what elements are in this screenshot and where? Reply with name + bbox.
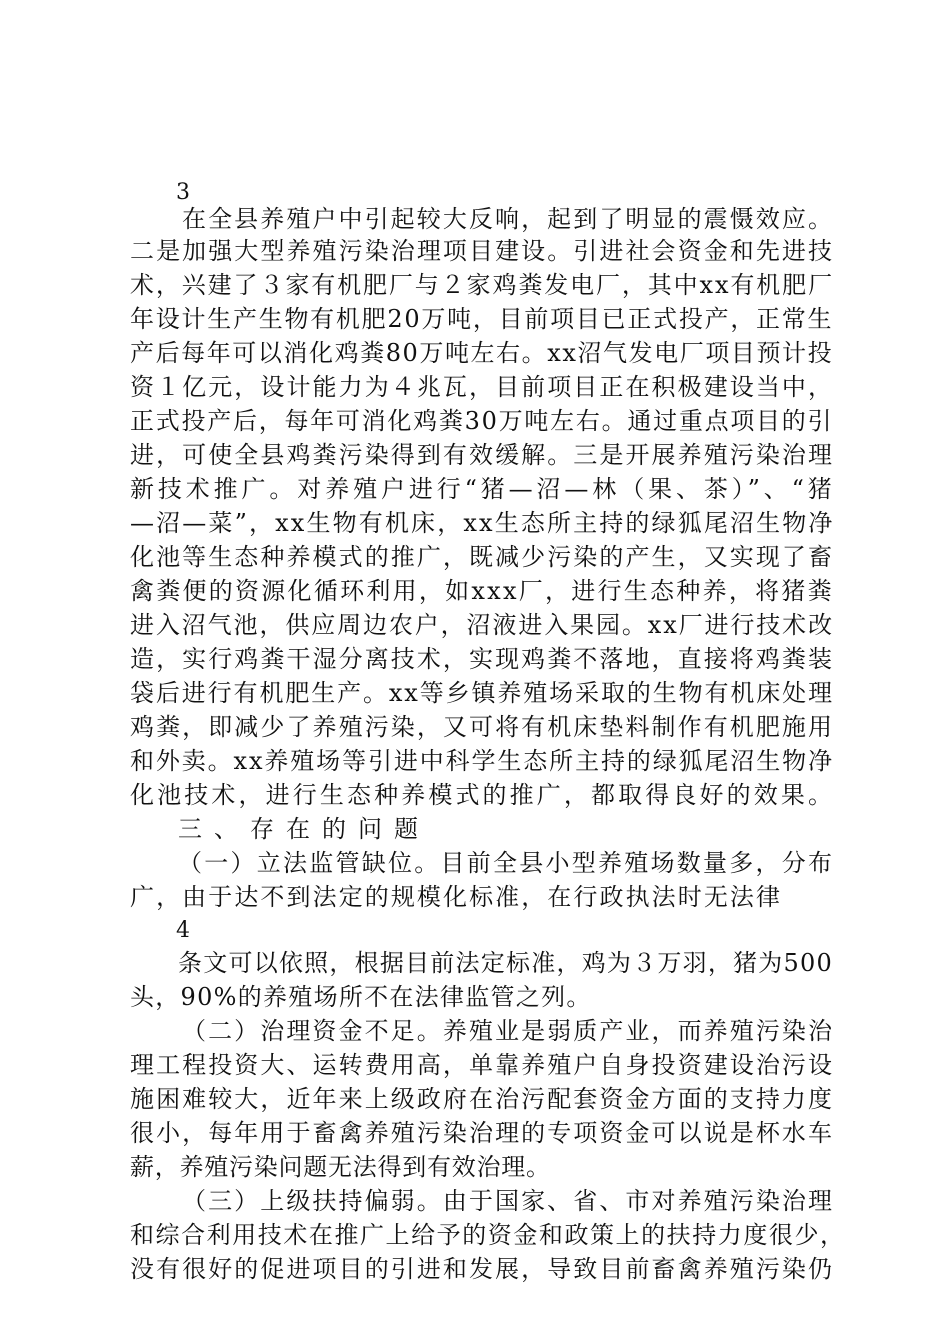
text-line: 造，实行鸡粪干湿分离技术，实现鸡粪不落地，直接将鸡粪装 [130,645,835,673]
text-line: —沼—菜”，xx生物有机床，xx生态所主持的绿狐尾沼生物净 [130,509,835,537]
section-heading: 三、存在的问题 [178,815,430,843]
text-line: 薪，养殖污染问题无法得到有效治理。 [130,1153,551,1181]
text-line: 在全县养殖户中引起较大反响，起到了明显的震慑效应。 [182,205,835,233]
text-line: 没有很好的促进项目的引进和发展，导致目前畜禽养殖污染仍 [130,1255,835,1283]
text-line: 和综合利用技术在推广上给予的资金和政策上的扶持力度很少， [130,1221,846,1249]
text-line: 产后每年可以消化鸡粪80万吨左右。xx沼气发电厂项目预计投 [130,339,834,367]
text-line: 广，由于达不到法定的规模化标准，在行政执法时无法律 [130,883,783,911]
text-line: 很小，每年用于畜禽养殖污染治理的专项资金可以说是杯水车 [130,1119,835,1147]
text-line: 条文可以依照，根据目前法定标准，鸡为３万羽，猪为500 [178,949,834,977]
text-line: 和外卖。xx养殖场等引进中科学生态所主持的绿狐尾沼生物净 [130,747,834,775]
page-number: 4 [176,918,190,943]
text-line: 正式投产后，每年可消化鸡粪30万吨左右。通过重点项目的引 [130,407,834,435]
text-line: 新技术推广。对养殖户进行“猪—沼—林（果、茶）”、“猪 [130,475,836,503]
text-line: 术，兴建了３家有机肥厂与２家鸡粪发电厂，其中xx有机肥厂 [130,271,834,299]
text-line: （一）立法监管缺位。目前全县小型养殖场数量多，分布 [178,849,835,877]
text-line: （三）上级扶持偏弱。由于国家、省、市对养殖污染治理 [182,1187,835,1215]
text-line: 进，可使全县鸡粪污染得到有效缓解。三是开展养殖污染治理 [130,441,835,469]
text-line: 资１亿元，设计能力为４兆瓦，目前项目正在积极建设当中， [130,373,835,401]
text-line: 禽粪便的资源化循环利用，如xxx厂，进行生态种养，将猪粪 [130,577,834,605]
text-line: 鸡粪，即减少了养殖污染，又可将有机床垫料制作有机肥施用 [130,713,835,741]
text-line: 化池技术，进行生态种养模式的推广，都取得良好的效果。 [130,781,836,809]
text-line: 头，90%的养殖场所不在法律监管之列。 [130,983,592,1011]
text-line: 进入沼气池，供应周边农户，沼液进入果园。xx厂进行技术改 [130,611,834,639]
text-line: 袋后进行有机肥生产。xx等乡镇养殖场采取的生物有机床处理 [130,679,834,707]
text-line: 化池等生态种养模式的推广，既减少污染的产生，又实现了畜 [130,543,835,571]
text-line: 施困难较大，近年来上级政府在治污配套资金方面的支持力度 [130,1085,835,1113]
text-line: 二是加强大型养殖污染治理项目建设。引进社会资金和先进技 [130,237,835,265]
text-line: （二）治理资金不足。养殖业是弱质产业，而养殖污染治 [182,1017,835,1045]
text-line: 年设计生产生物有机肥20万吨，目前项目已正式投产，正常生 [130,305,834,333]
text-line: 理工程投资大、运转费用高，单靠养殖户自身投资建设治污设 [130,1051,835,1079]
page-number: 3 [176,180,190,205]
